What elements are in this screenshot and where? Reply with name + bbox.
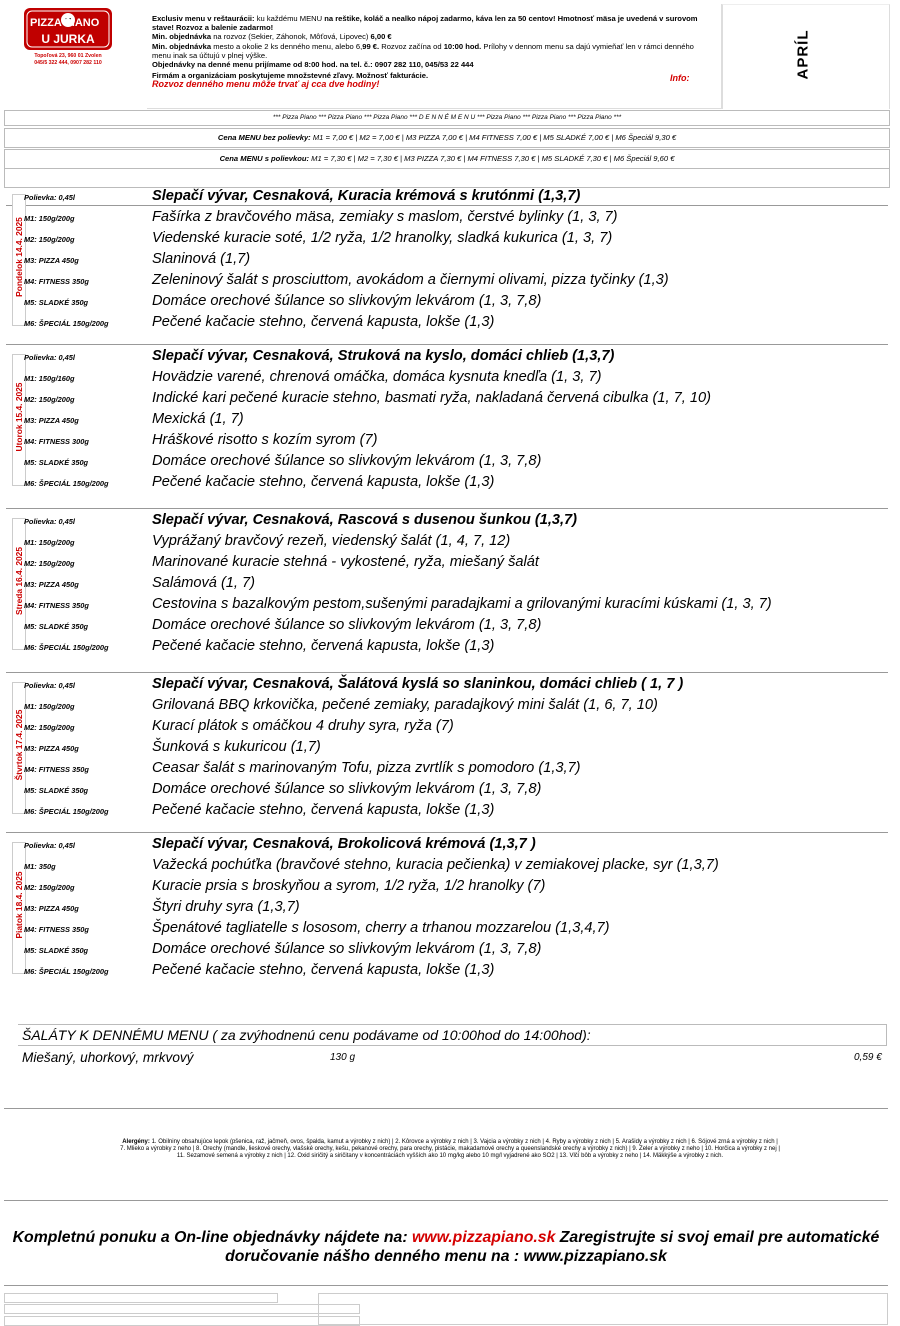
menu-code: M4: FITNESS 350g	[24, 277, 89, 286]
dish-name: Domáce orechové šúlance so slivkovým lekvárom (1, 3, 7,8)	[152, 941, 542, 957]
salads-heading: ŠALÁTY K DENNÉMU MENU ( za zvýhodnenú cenu podávame od 10:00hod do 14:00hod):	[22, 1027, 591, 1043]
menu-row	[24, 962, 884, 983]
menu-code: M3: PIZZA 450g	[24, 580, 79, 589]
dish-name: Salámová (1, 7)	[152, 575, 256, 591]
menu-code: M6: ŠPECIÁL 150g/200g	[24, 479, 109, 488]
dish-name: Pečené kačacie stehno, červená kapusta, lokše (1,3)	[152, 314, 495, 330]
menu-code: M1: 150g/200g	[24, 538, 75, 547]
menu-code: M5: SLADKÉ 350g	[24, 946, 89, 955]
menu-row	[24, 638, 884, 659]
menu-code: M4: FITNESS 350g	[24, 765, 89, 774]
menu-row	[24, 575, 884, 596]
dish-name: Šunková s kukuricou (1,7)	[152, 739, 321, 755]
footer-box	[4, 1316, 360, 1326]
info-line-5: Firmám a organizáciam poskytujeme množstevné zľavy. Možnosť fakturácie.	[152, 71, 429, 81]
logo-phones: 045/5 322 444, 0907 282 110	[34, 60, 102, 66]
menu-row	[24, 617, 884, 638]
menu-row	[24, 941, 884, 962]
dish-name: Slepačí vývar, Cesnaková, Kuracia krémová s krutónmi (1,3,7)	[152, 188, 581, 204]
footer-part2: Zaregistrujte si svoj email pre automatické doručovanie nášho denného menu na : www.pizzapiano.sk	[225, 1229, 880, 1265]
menu-code: M4: FITNESS 350g	[24, 925, 89, 934]
menu-row	[24, 878, 884, 899]
menu-row	[24, 432, 884, 453]
menu-code: Polievka: 0,45l	[24, 841, 75, 850]
day-divider	[6, 672, 888, 673]
menu-code: Polievka: 0,45l	[24, 353, 75, 362]
dish-name: Cestovina s bazalkovým pestom,sušenými paradajkami a grilovanými kuracími kúskami (1, 3, 7)	[152, 596, 772, 612]
menu-code: Polievka: 0,45l	[24, 517, 75, 526]
menu-code: M5: SLADKÉ 350g	[24, 298, 89, 307]
dish-name: Marinované kuracie stehná - vykostené, ryža, miešaný šalát	[152, 554, 539, 570]
menu-code: M3: PIZZA 450g	[24, 904, 79, 913]
dish-name: Domáce orechové šúlance so slivkovým lekvárom (1, 3, 7,8)	[152, 293, 542, 309]
dish-name: Hovädzie varené, chrenová omáčka, domáca kysnuta knedľa (1, 3, 7)	[152, 369, 602, 385]
footer-text	[4, 1228, 888, 1266]
day-label-text: Piatok 18.4. 2025	[14, 871, 24, 939]
menu-code: M1: 150g/200g	[24, 214, 75, 223]
menu-row	[24, 899, 884, 920]
menu-row	[24, 760, 884, 781]
menu-code: M5: SLADKÉ 350g	[24, 622, 89, 631]
dish-name: Pečené kačacie stehno, červená kapusta, lokše (1,3)	[152, 962, 495, 978]
menu-code: M2: 150g/200g	[24, 723, 75, 732]
menu-code: M2: 150g/200g	[24, 395, 75, 404]
salad-name: Miešaný, uhorkový, mrkvový	[22, 1050, 194, 1065]
month-label	[788, 24, 818, 86]
menu-row	[24, 474, 884, 495]
dish-name: Domáce orechové šúlance so slivkovým lekvárom (1, 3, 7,8)	[152, 453, 542, 469]
menu-row	[24, 596, 884, 617]
menu-row	[24, 554, 884, 575]
menu-row	[24, 272, 884, 293]
menu-row	[24, 390, 884, 411]
website-link[interactable]: www.pizzapiano.sk	[412, 1229, 556, 1246]
price-no-soup-values: M1 = 7,00 € | M2 = 7,00 € | M3 PIZZA 7,00 € | M4 FITNESS 7,00 € | M5 SLADKÉ 7,00 € | M6 Špeciál 9,30 €	[310, 133, 677, 142]
menu-code: M6: ŠPECIÁL 150g/200g	[24, 643, 109, 652]
menu-row	[24, 697, 884, 718]
price-soup-label: Cena MENU s polievkou:	[219, 154, 310, 163]
header-info	[152, 14, 712, 90]
menu-row	[24, 857, 884, 878]
dish-name: Zeleninový šalát s prosciuttom, avokádom a čiernymi olivami, pizza tyčinky (1,3)	[152, 272, 669, 288]
month-text: APRÍL	[794, 29, 812, 80]
menu-code: M2: 150g/200g	[24, 559, 75, 568]
allergens-label: Alergény:	[122, 1139, 150, 1145]
soup-row	[24, 512, 884, 533]
price-no-soup-label: Cena MENU bez polievky:	[217, 133, 311, 142]
info-line-2: Min. objednávka na rozvoz (Sekier, Záhonok, Môťová, Lipovec) 6,00 €	[152, 32, 392, 42]
dish-name: Pečené kačacie stehno, červená kapusta, lokše (1,3)	[152, 638, 495, 654]
menu-row	[24, 453, 884, 474]
menu-row	[24, 209, 884, 230]
footer-box	[4, 1293, 278, 1303]
menu-code: M6: ŠPECIÁL 150g/200g	[24, 319, 109, 328]
menu-code: Polievka: 0,45l	[24, 193, 75, 202]
salad-price: 0,59 €	[854, 1052, 882, 1063]
menu-row	[24, 230, 884, 251]
menu-code: M1: 350g	[24, 862, 56, 871]
menu-row	[24, 251, 884, 272]
menu-code: M3: PIZZA 450g	[24, 744, 79, 753]
menu-code: Polievka: 0,45l	[24, 681, 75, 690]
spacer-band	[4, 168, 890, 188]
dish-name: Vyprážaný bravčový rezeň, viedenský šalát (1, 4, 7, 12)	[152, 533, 511, 549]
menu-code: M3: PIZZA 450g	[24, 416, 79, 425]
price-soup-band	[4, 149, 890, 169]
day-label-text: Štvrtok 17.4. 2025	[14, 709, 24, 781]
salad-weight: 130 g	[330, 1052, 356, 1063]
dish-name: Slepačí vývar, Cesnaková, Struková na kyslo, domáci chlieb (1,3,7)	[152, 348, 615, 364]
dish-name: Slepačí vývar, Cesnaková, Šalátová kyslá so slaninkou, domáci chlieb ( 1, 7 )	[152, 676, 684, 692]
dish-name: Slepačí vývar, Cesnaková, Rascová s dusenou šunkou (1,3,7)	[152, 512, 578, 528]
info-line-1: Exclusiv menu v reštaurácii: ku každému MENU na reštike, koláč a nealko nápoj zadarmo, káva len za 50 centov! Hmotnosť mäsa je uvedená v surovom stave! Rozvoz a balenie zadarmo!	[152, 14, 698, 33]
menu-code: M1: 150g/200g	[24, 702, 75, 711]
soup-row	[24, 836, 884, 857]
day-divider	[6, 832, 888, 833]
menu-title-band: *** Pizza Piano *** Pizza Piano *** Pizza Piano *** D E N N É M E N U *** Pizza Piano *** Pizza Piano *** Pizza Piano ***	[4, 110, 890, 126]
dish-name: Pečené kačacie stehno, červená kapusta, lokše (1,3)	[152, 474, 495, 490]
soup-row	[24, 676, 884, 697]
dish-name: Špenátové tagliatelle s lososom, cherry a trhanou mozzarelou (1,3,4,7)	[152, 920, 610, 936]
dish-name: Slepačí vývar, Cesnaková, Brokolicová krémová (1,3,7 )	[152, 836, 536, 852]
menu-row	[24, 369, 884, 390]
menu-row	[24, 781, 884, 802]
menu-code: M1: 150g/160g	[24, 374, 75, 383]
logo-line1: PIZZA PIANO	[30, 17, 100, 29]
day-divider	[6, 344, 888, 345]
menu-code: M5: SLADKÉ 350g	[24, 786, 89, 795]
menu-code: M6: ŠPECIÁL 150g/200g	[24, 967, 109, 976]
logo-line2: U JURKA	[41, 32, 95, 46]
dish-name: Ceasar šalát s marinovaným Tofu, pizza zvrtlík s pomodoro (1,3,7)	[152, 760, 581, 776]
menu-code: M4: FITNESS 300g	[24, 437, 89, 446]
info-line-3: Min. objednávka mesto a okolie 2 ks denného menu, alebo 6,99 €. Rozvoz začína od 10:00 hod. Prílohy v dennom menu sa dajú vymieňať len v rámci denného menu inak sa účtujú v plnej výške.	[152, 41, 694, 60]
menu-row	[24, 920, 884, 941]
dish-name: Mexická (1, 7)	[152, 411, 244, 427]
menu-row	[24, 802, 884, 823]
price-no-soup-band	[4, 128, 890, 148]
menu-row	[24, 718, 884, 739]
delivery-warning: Rozvoz denného menu môže trvať aj cca dve hodiny!	[152, 79, 380, 90]
dish-name: Slaninová (1,7)	[152, 251, 251, 267]
dish-name: Važecká pochúťka (bravčové stehno, kuracia pečienka) v zemiakovej placke, syr (1,3,7)	[152, 857, 719, 873]
dish-name: Pečené kačacie stehno, červená kapusta, lokše (1,3)	[152, 802, 495, 818]
menu-row	[24, 411, 884, 432]
day-divider	[6, 508, 888, 509]
dish-name: Hráškové risotto s kozím syrom (7)	[152, 432, 378, 448]
menu-row	[24, 533, 884, 554]
dish-name: Domáce orechové šúlance so slivkovým lekvárom (1, 3, 7,8)	[152, 617, 542, 633]
divider	[4, 1285, 888, 1286]
dish-name: Grilovaná BBQ krkovička, pečené zemiaky, paradajkový mini šalát (1, 6, 7, 10)	[152, 697, 658, 713]
menu-row	[24, 314, 884, 335]
menu-code: M3: PIZZA 450g	[24, 256, 79, 265]
divider	[4, 1108, 888, 1109]
dish-name: Viedenské kuracie soté, 1/2 ryža, 1/2 hranolky, sladká kukurica (1, 3, 7)	[152, 230, 613, 246]
dish-name: Kurací plátok s omáčkou 4 druhy syra, ryža (7)	[152, 718, 454, 734]
allergens-note	[120, 1139, 780, 1161]
day-label-text: Streda 16.4. 2025	[14, 547, 24, 615]
restaurant-logo	[22, 6, 114, 72]
allergens-text: 1. Obilniny obsahujúce lepok (pšenica, raž, jačmeň, ovos, špalda, kamut a výrobky z nich) | 2. Kôrovce a výrobky z nich | 3. Vajcia a výrobky z nich | 4. Ryby a výrobky z nich | 5. Arašidy a výrobky z nich | 6. Sójové zrná a výrobky z nich | 7. Mlieko a výrobky z neho | 8. Orechy (mandle, lieskové orechy, vlašské orechy, kešu, pekanové orechy, para orechy, pistácie, makadamové orechy a queenslandské orechy a výrobky z nich) | 9. Zeler a výrobky z neho | 10. Horčica a výrobky z nej | 11. Sezamové semená a výrobky z nich | 12. Oxid siričitý a siričitany v koncentráciách vyšších ako 10 mg/kg alebo 10 mg/l vyjadrené ako SO2 | 13. Vlčí bôb a výrobky z neho | 14. Mäkkýše a výrobky z nich.	[120, 1139, 780, 1160]
logo-address: Topoľová 23, 960 01 Zvolen	[34, 53, 102, 59]
dish-name: Štyri druhy syra (1,3,7)	[152, 899, 300, 915]
menu-row	[24, 293, 884, 314]
footer-box	[318, 1293, 888, 1325]
day-label-text: Utorok 15.4. 2025	[14, 382, 24, 452]
divider	[4, 1200, 888, 1201]
menu-code: M5: SLADKÉ 350g	[24, 458, 89, 467]
footer-box	[4, 1304, 360, 1314]
menu-code: M6: ŠPECIÁL 150g/200g	[24, 807, 109, 816]
dish-name: Domáce orechové šúlance so slivkovým lekvárom (1, 3, 7,8)	[152, 781, 542, 797]
menu-code: M4: FITNESS 350g	[24, 601, 89, 610]
menu-row	[24, 739, 884, 760]
dish-name: Kuracie prsia s broskyňou a syrom, 1/2 ryža, 1/2 hranolky (7)	[152, 878, 546, 894]
price-soup-values: M1 = 7,30 € | M2 = 7,30 € | M3 PIZZA 7,30 € | M4 FITNESS 7,30 € | M5 SLADKÉ 7,30 € | M6 Špeciál 9,60 €	[309, 154, 675, 163]
info-line-4: Objednávky na denné menu prijímame od 8:00 hod. na tel. č.: 0907 282 110, 045/53 22 444	[152, 60, 474, 70]
soup-row	[24, 348, 884, 369]
day-label-text: Pondelok 14.4. 2025	[14, 217, 24, 297]
dish-name: Fašírka z bravčového mäsa, zemiaky s maslom, čerstvé bylinky (1, 3, 7)	[152, 209, 618, 225]
menu-code: M2: 150g/200g	[24, 883, 75, 892]
menu-code: M2: 150g/200g	[24, 235, 75, 244]
dish-name: Indické kari pečené kuracie stehno, basmati ryža, nakladaná červená cibulka (1, 7, 10)	[152, 390, 711, 406]
footer-part1: Kompletnú ponuku a On-line objednávky nájdete na:	[12, 1229, 412, 1246]
soup-row	[24, 188, 884, 209]
info-label: Info:	[670, 73, 690, 83]
